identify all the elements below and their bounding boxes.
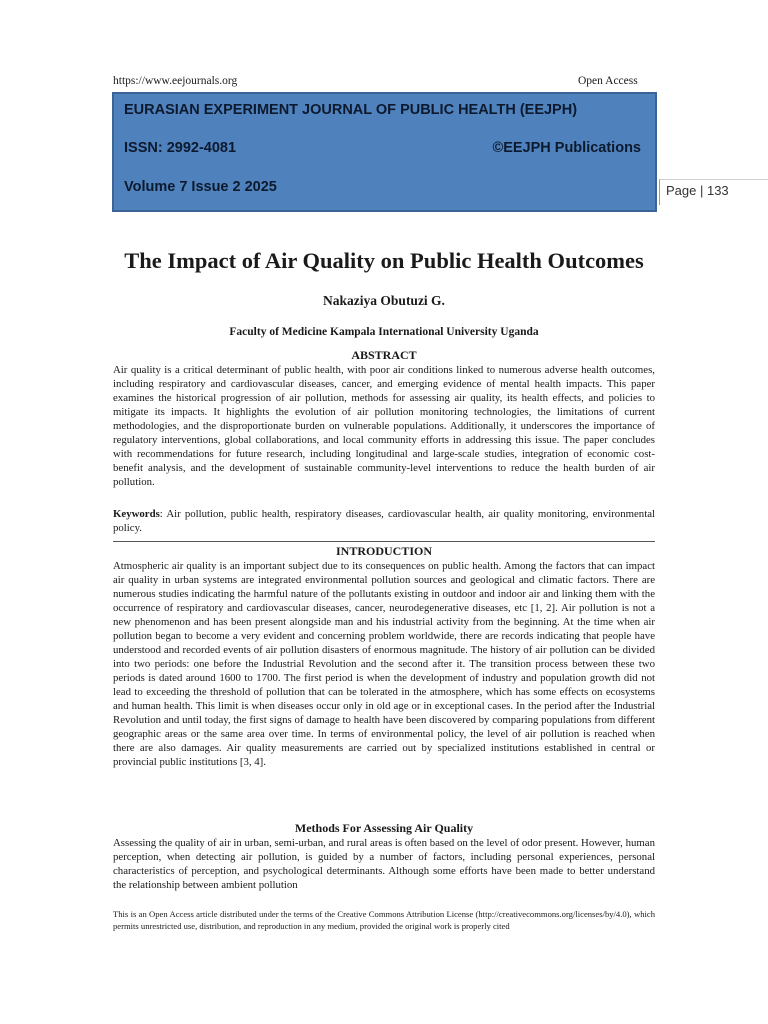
section-divider bbox=[113, 541, 655, 542]
journal-banner bbox=[112, 92, 657, 212]
issn-label: ISSN: 2992-4081 bbox=[124, 140, 237, 156]
journal-name: EURASIAN EXPERIMENT JOURNAL OF PUBLIC HEALTH (EEJPH) bbox=[124, 102, 578, 118]
article-title: The Impact of Air Quality on Public Health Outcomes bbox=[124, 248, 644, 273]
journal-url[interactable]: https://www.eejournals.org bbox=[113, 75, 238, 87]
open-access-label: Open Access bbox=[578, 75, 638, 87]
page-number: Page | 133 bbox=[659, 179, 768, 205]
introduction-text: Atmospheric air quality is an important subject due to its consequences on public health. Among the factors that can impact air quality in urban systems are integrated environmental pollution sources and geological and climatic factors. There are numerous studies indicating the harmful nature of the pollutants existing in outdoor and indoor air and linking them with the occurrence of respiratory and cardiovascular diseases, cancer, neurodegenerative diseases, etc [1, 2]. Air pollution is not a new phenomenon and has been present alongside man and his industrial activity from the beginning. At the time when air pollution began to become a very evident and concerning problem worldwide, there are records indicating that people have understood and recorded events of air pollution disasters of enormous magnitude. The history of air pollution can be divided into two periods: one before the Industrial Revolution and the second after it. The transition process between these two periods is dated around 1600 to 1700. The first period is when the development of industry and population growth did not lead to exceeding the threshold of pollution that can be tolerated in the atmosphere, which has some effects on ecosystems and human health. This limit is when diseases occur only in old age or in exceptional cases. In the period after the Industrial Revolution and until today, the first signs of damage to health have been discovered by comparing populations from different geographic areas or the same area over time. In terms of environmental policy, the level of air pollution is reached when there are also damages. Air quality measurements are carried out by specialized institutions established in central or provincial public institutions [3, 4]. bbox=[113, 560, 655, 768]
abstract-heading: ABSTRACT bbox=[351, 348, 417, 362]
volume-label: Volume 7 Issue 2 2025 bbox=[124, 179, 277, 195]
publisher-label: ©EEJPH Publications bbox=[492, 140, 641, 156]
keywords-text: : Air pollution, public health, respiratory diseases, cardiovascular health, air quality monitoring, environmental policy. bbox=[113, 508, 655, 534]
methods-text: Assessing the quality of air in urban, semi-urban, and rural areas is often based on the level of odor present. However, human perception, when detecting air pollution, is guided by a number of factors, including personal experiences, personal characteristics of perception, and psychological determinants. Although some efforts have been made to better understand the relationship between ambient pollution bbox=[113, 837, 655, 891]
author-affiliation: Faculty of Medicine Kampala International University Uganda bbox=[229, 326, 539, 338]
license-footer: This is an Open Access article distributed under the terms of the Creative Commons Attribution License (http://creativecommons.org/licenses/by/4.0), which permits unrestricted use, distribution, and reproduction in any medium, provided the original work is properly cited bbox=[113, 909, 655, 931]
abstract-text: Air quality is a critical determinant of public health, with poor air conditions linked to numerous adverse health outcomes, including respiratory and cardiovascular diseases, cancer, and emerging evidence of mental health impacts. This paper examines the historical progression of air pollution, methods for assessing air quality, its health effects, and policies to mitigate its impacts. It highlights the evolution of air pollution monitoring technologies, the limitations of current methodologies, and the disproportionate burden on vulnerable populations. Additionally, it underscores the importance of regulatory interventions, global collaborations, and local community efforts in addressing this issue. The paper concludes with recommendations for future research, including longitudinal and large-scale studies, integration of economic cost-benefit analysis, and the development of sustainable community-level interventions to reduce the health burden of air pollution. bbox=[113, 364, 655, 488]
article-author: Nakaziya Obutuzi G. bbox=[323, 293, 445, 308]
methods-heading: Methods For Assessing Air Quality bbox=[294, 821, 474, 835]
introduction-heading: INTRODUCTION bbox=[335, 544, 432, 558]
keywords bbox=[113, 507, 655, 535]
keywords-label: Keywords bbox=[113, 508, 160, 520]
